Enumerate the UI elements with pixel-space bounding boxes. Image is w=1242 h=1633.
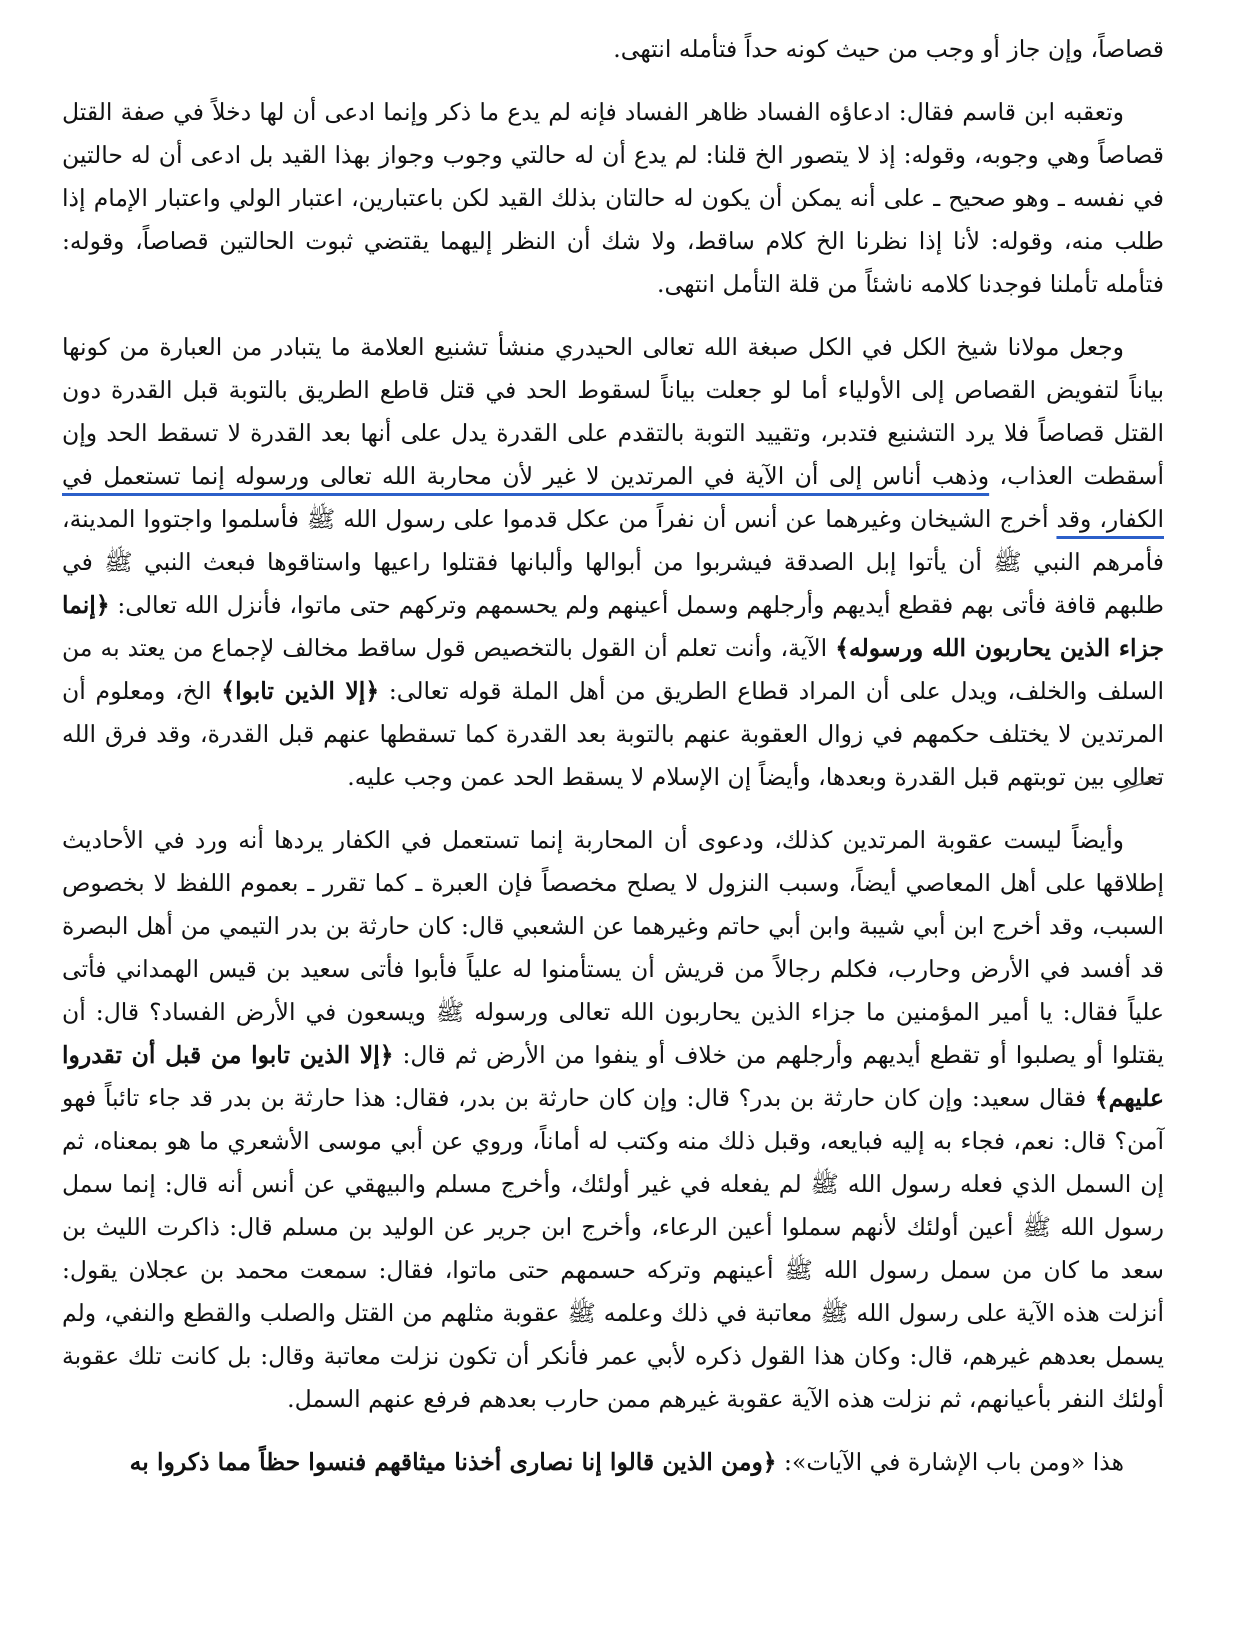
- paragraph-text: وتعقبه ابن قاسم فقال: ادعاؤه الفساد ظاهر الفساد فإنه لم يدع ما ذكر وإنما ادعى أن لها دخلاً في صفة القتل قصاصاً وهي وجوبه، وقوله: إذ لا يتصور الخ قلنا: لم يدع أن له حالتي وجوب وجواز بهذا القيد بل ادعى أن له حالتين في نفسه ـ وهو صحيح ـ على أنه يمكن أن يكون له حالتان بذلك القيد لكن باعتبارين، اعتبار الولي واعتبار الإمام إذا طلب منه، وقوله: لأنا إذا نظرنا الخ كلام ساقط، ولا شك أن النظر إليهما يقتضي ثبوت الحالتين قصاصاً، وقوله: فتأمله تأملنا فوجدنا كلامه ناشئاً من قلة التأمل انتهى.: [62, 98, 1164, 298]
- paragraph-text: الآية، وأنت تعلم أن القول بالتخصيص قول ساقط مخالف لإجماع من يعتد به من السلف والخلف، ويدل على أن المراد قطاع الطريق من أهل الملة قوله تعالى:: [62, 634, 1164, 705]
- paragraph-text: وأيضاً ليست عقوبة المرتدين كذلك، ودعوى أن المحاربة إنما تستعمل في الكفار يردها أنه ورد في الأحاديث إطلاقها على أهل المعاصي أيضاً، وسبب النزول لا يصلح مخصصاً فإن العبرة ـ كما تقرر ـ بعموم اللفظ لا بخصوص السبب، وقد أخرج ابن أبي شيبة وابن أبي حاتم وغيرهما عن الشعبي قال: كان حارثة بن بدر التيمي من أهل البصرة قد أفسد في الأرض وحارب، فكلم رجالاً من قريش أن يستأمنوا له علياً فأبوا فأتى سعيد بن قيس الهمداني فأتى علياً فقال: يا أمير المؤمنين ما جزاء الذين يحاربون الله تعالى ورسوله ﷺ ويسعون في الأرض الفساد؟ قال: أن يقتلوا أو يصلبوا أو تقطع أيديهم وأرجلهم من خلاف أو ينفوا من الأرض ثم قال:: [62, 826, 1165, 1069]
- paragraph-1: [62, 28, 1164, 71]
- highlighted-sentence: وذهب أناس إلى أن الآية في المرتدين لا غير لأن محاربة الله تعالى ورسوله إنما تستعمل في الكفار، وقد: [62, 462, 1164, 533]
- paragraph-text: هذا «ومن باب الإشارة في الآيات»:: [776, 1448, 1124, 1476]
- paragraph-5: [62, 1441, 1164, 1484]
- margin-pen-mark: [1118, 776, 1164, 796]
- quran-verse: ﴿ومن الذين قالوا إنا نصارى أخذنا ميثاقهم فنسوا حظاً مما ذكروا به: [129, 1448, 777, 1476]
- paragraph-3: [62, 326, 1164, 799]
- paragraph-4: [62, 819, 1164, 1421]
- paragraph-2: [62, 91, 1164, 306]
- paragraph-text: فقال سعيد: وإن كان حارثة بن بدر؟ قال: وإن كان حارثة بن بدر، فقال: هذا حارثة بن بدر قد جاء تائباً فهو آمن؟ قال: نعم، فجاء به إليه فبايعه، وقبل ذلك منه وكتب له أماناً، وروي عن أبي موسى الأشعري ما هو بمعناه، ثم إن السمل الذي فعله رسول الله ﷺ لم يفعله في غير أولئك، وأخرج مسلم والبيهقي عن أنس أنه قال: إنما سمل رسول الله ﷺ أعين أولئك لأنهم سملوا أعين الرعاء، وأخرج ابن جرير عن الوليد بن مسلم قال: ذاكرت الليث بن سعد ما كان من سمل رسول الله ﷺ أعينهم وتركه حسمهم حتى ماتوا، فقال: سمعت محمد بن عجلان يقول: أنزلت هذه الآية على رسول الله ﷺ معاتبة في ذلك وعلمه ﷺ عقوبة مثلهم من القتل والصلب والقطع والنفي، ولم يسمل بعدهم غيرهم، قال: وكان هذا القول ذكره لأبي عمر فأنكر أن تكون نزلت معاتبة وقال: بل كانت تلك عقوبة أولئك النفر بأعيانهم، ثم نزلت هذه الآية عقوبة غيرهم ممن حارب بعدهم فرفع عنهم السمل.: [62, 1084, 1164, 1413]
- quran-verse: ﴿إنما جزاء الذين يحاربون الله ورسوله﴾: [62, 591, 1164, 662]
- paragraph-text: قصاصاً، وإن جاز أو وجب من حيث كونه حداً فتأمله انتهى.: [613, 35, 1164, 63]
- paragraph-text: أخرج الشيخان وغيرهما عن أنس أن نفراً من عكل قدموا على رسول الله ﷺ فأسلموا واجتووا المدينة، فأمرهم النبي ﷺ أن يأتوا إبل الصدقة فيشربوا من أبوالها وألبانها فقتلوا راعيها واستاقوها فبعث النبي ﷺ في طلبهم قافة فأتى بهم فقطع أيديهم وأرجلهم وسمل أعينهم ولم يحسمهم وتركهم حتى ماتوا، فأنزل الله تعالى:: [62, 505, 1164, 619]
- paragraph-text: وجعل مولانا شيخ الكل في الكل صبغة الله تعالى الحيدري منشأ تشنيع العلامة ما يتبادر من العبارة من كونها بياناً لتفويض القصاص إلى الأولياء أما لو جعلت بياناً لسقوط الحد في قتل قاطع الطريق بالتوبة قبل القدرة دون القتل قصاصاً فلا يرد التشنيع فتدبر، وتقييد التوبة بالتقدم على القدرة يدل على أنها بعد القدرة لا تسقط الحد وإن أسقطت العذاب،: [62, 333, 1164, 490]
- quran-verse: ﴿إلا الذين تابوا﴾: [221, 677, 380, 705]
- quran-verse: ﴿إلا الذين تابوا من قبل أن تقدروا عليهم﴾: [62, 1041, 1164, 1112]
- paragraph-text: الخ، ومعلوم أن المرتدين لا يختلف حكمهم في زوال العقوبة عنهم بالتوبة بعد القدرة كما تسقطها عنهم قبل القدرة، وقد فرق الله تعالى بين توبتهم قبل القدرة وبعدها، وأيضاً إن الإسلام لا يسقط الحد عمن وجب عليه.: [62, 677, 1164, 791]
- document-page: [62, 28, 1164, 1608]
